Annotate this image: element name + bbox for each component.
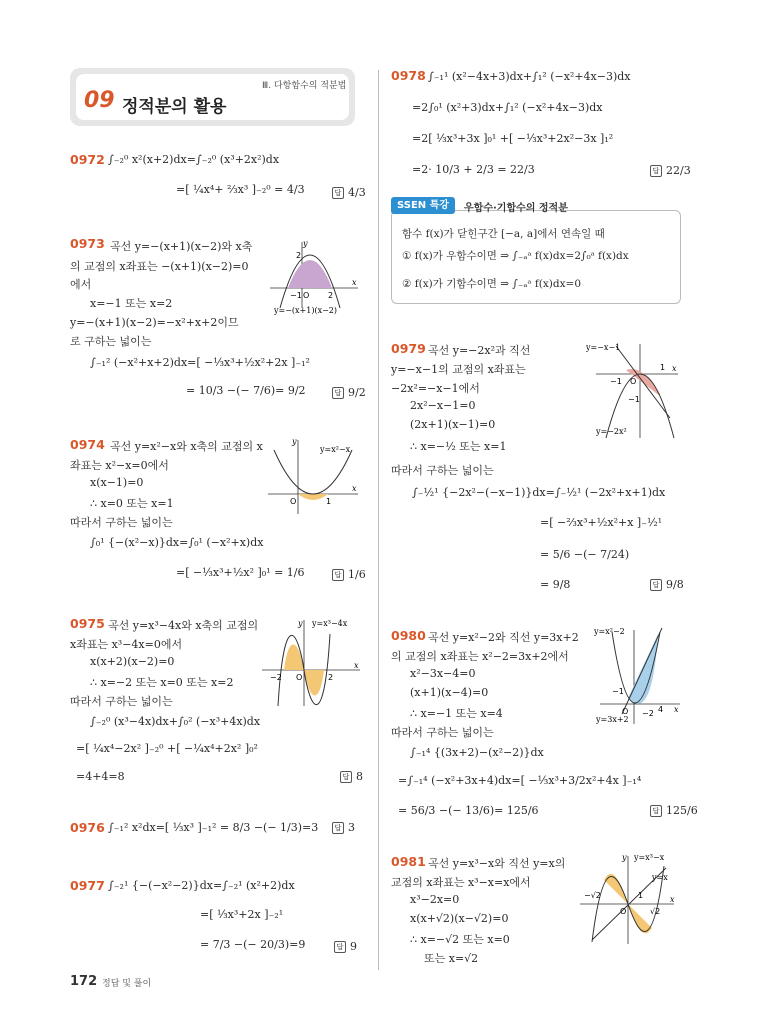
svg-text:−1: −1 xyxy=(612,687,624,696)
svg-text:x: x xyxy=(352,278,357,287)
solution-line: 교점의 x좌표는 x³−x=x에서 xyxy=(391,876,531,889)
graph-label: y=x³−4x xyxy=(312,619,348,628)
solution-line: 곡선 y=−(x+1)(x−2)와 x축 xyxy=(110,240,253,253)
solution-line: (x+1)(x−4)=0 xyxy=(410,686,489,699)
svg-text:1: 1 xyxy=(638,891,644,900)
svg-text:x: x xyxy=(354,661,359,670)
solution-line: = 9/8 xyxy=(540,578,571,591)
answer-mark: 답 xyxy=(340,771,352,783)
answer: 답 3 xyxy=(332,821,355,834)
solution-line: ∫₋½¹ {−2x²−(−x−1)}dx=∫₋½¹ (−2x²+x+1)dx xyxy=(412,486,666,499)
svg-text:O: O xyxy=(290,497,297,506)
svg-text:2: 2 xyxy=(296,251,302,260)
answer: 답 8 xyxy=(340,770,363,783)
svg-text:1: 1 xyxy=(660,363,666,372)
solution-line: 곡선 y=x²−x와 x축의 교점의 x xyxy=(110,440,263,453)
answer: 답 4/3 xyxy=(332,186,366,199)
solution-line: x²−3x−4=0 xyxy=(410,667,476,680)
solution-line: ∫₋₁² x²dx=[ ⅓x³ ]₋₁² = 8/3 −(− 1/3)=3 xyxy=(108,821,319,834)
svg-text:−√2: −√2 xyxy=(584,891,601,900)
solution-line: 곡선 y=x³−4x와 x축의 교점의 xyxy=(108,619,259,632)
solution-line: 에서 xyxy=(70,278,92,291)
solution-line: 의 교점의 x좌표는 x²−2=3x+2에서 xyxy=(391,650,569,663)
answer-mark: 답 xyxy=(334,941,346,953)
answer-mark: 답 xyxy=(332,569,344,581)
problem-number: 0975 xyxy=(70,616,105,631)
svg-text:O: O xyxy=(620,907,627,916)
solution-line: =2· 10/3 + 2/3 = 22/3 xyxy=(412,163,535,176)
solution-line: =[ ⅓x³+2x ]₋₂¹ xyxy=(200,908,284,921)
answer: 답 22/3 xyxy=(650,164,691,177)
solution-line: ∴ x=−√2 또는 x=0 xyxy=(410,933,510,946)
problem-number: 0977 xyxy=(70,878,105,893)
ssen-tag: SSEN 특강 xyxy=(391,197,455,214)
solution-line: y=−(x+1)(x−2)=−x²+x+2이므 xyxy=(70,316,239,329)
graph-label-b: y=x xyxy=(652,873,668,882)
solution-line: ∫₋₂⁰ (x³−4x)dx+∫₀² (−x³+4x)dx xyxy=(90,715,261,728)
svg-text:y: y xyxy=(303,239,308,248)
solution-line: x좌표는 x³−4x=0에서 xyxy=(70,638,183,651)
problem-number: 0972 xyxy=(70,152,105,167)
solution-line: −2x²=−x−1에서 xyxy=(391,382,480,395)
svg-text:O: O xyxy=(303,291,310,300)
column-divider xyxy=(378,70,379,970)
ssen-line: 함수 f(x)가 닫힌구간 [−a, a]에서 연속일 때 xyxy=(402,228,605,240)
svg-text:O: O xyxy=(622,707,629,716)
answer-mark: 답 xyxy=(650,579,662,591)
solution-line: ∴ x=0 또는 x=1 xyxy=(90,497,174,510)
svg-text:x: x xyxy=(674,705,679,714)
problem-number: 0978 xyxy=(391,68,426,83)
svg-text:4: 4 xyxy=(658,705,664,714)
svg-text:2: 2 xyxy=(328,291,334,300)
solution-line: =[ ¼x⁴+ ⅔x³ ]₋₂⁰ = 4/3 xyxy=(176,183,305,196)
problem-number: 0974 xyxy=(70,437,105,452)
solution-line: 2x²−x−1=0 xyxy=(410,399,476,412)
solution-line: 의 교점의 x좌표는 −(x+1)(x−2)=0 xyxy=(70,260,249,273)
solution-line: x(x+√2)(x−√2)=0 xyxy=(410,912,509,925)
solution-line: y=−x−1의 교점의 x좌표는 xyxy=(391,363,526,376)
page-number: 172 xyxy=(70,974,98,989)
svg-text:2: 2 xyxy=(328,673,334,682)
solution-line: = 56/3 −(− 13/6)= 125/6 xyxy=(398,804,539,817)
solution-line: = 5/6 −(− 7/24) xyxy=(540,548,630,561)
graph-label: y=−(x+1)(x−2) xyxy=(274,306,338,315)
answer: 답 9/8 xyxy=(650,578,684,591)
solution-line: ∫₋₁⁴ {(3x+2)−(x²−2)}dx xyxy=(410,746,544,759)
solution-line: 곡선 y=−2x²과 직선 xyxy=(428,344,531,357)
solution-line: 따라서 구하는 넓이는 xyxy=(391,726,494,739)
graph-0975 xyxy=(262,616,362,710)
graph-0979 xyxy=(586,338,682,442)
graph-0980 xyxy=(594,624,684,728)
answer: 답 125/6 xyxy=(650,804,698,817)
svg-text:x: x xyxy=(352,484,357,493)
solution-line: =[ −⅔x³+½x²+x ]₋½¹ xyxy=(540,516,663,529)
svg-text:x: x xyxy=(672,364,677,373)
graph-label-b: y=−2x² xyxy=(596,427,627,436)
graph-0973 xyxy=(270,238,360,316)
solution-line: 곡선 y=x³−x와 직선 y=x의 xyxy=(428,857,566,870)
solution-line: (2x+1)(x−1)=0 xyxy=(410,418,496,431)
svg-text:O: O xyxy=(630,377,637,386)
svg-text:y: y xyxy=(298,619,303,628)
problem-number: 0976 xyxy=(70,820,105,835)
solution-line: ∫₀¹ {−(x²−x)}dx=∫₀¹ (−x²+x)dx xyxy=(90,536,264,549)
footer-label: 정답 및 풀이 xyxy=(102,979,152,989)
solution-line: = 10/3 −(− 7/6)= 9/2 xyxy=(186,384,306,397)
graph-0981 xyxy=(578,852,678,948)
solution-line: ∴ x=−2 또는 x=0 또는 x=2 xyxy=(90,676,234,689)
problem-number: 0973 xyxy=(70,236,105,251)
ssen-title: 우함수·기함수의 정적분 xyxy=(464,203,568,214)
solution-line: ∫₋₂¹ {−(−x²−2)}dx=∫₋₂¹ (x²+2)dx xyxy=(108,879,295,892)
solution-line: x³−2x=0 xyxy=(410,893,460,906)
svg-text:x: x xyxy=(670,895,675,904)
solution-line: ∫₋₁² (−x²+x+2)dx=[ −⅓x³+½x²+2x ]₋₁² xyxy=(90,356,310,369)
graph-label: y=x²−x xyxy=(320,445,351,454)
ssen-line: ① f(x)가 우함수이면 ⇒ ∫₋ₐᵃ f(x)dx=2∫₀ᵃ f(x)dx xyxy=(402,250,629,262)
solution-line: =[ −⅓x³+½x² ]₀¹ = 1/6 xyxy=(176,566,305,579)
answer: 답 9 xyxy=(334,940,357,953)
answer: 답 9/2 xyxy=(332,386,366,399)
answer-mark: 답 xyxy=(332,387,344,399)
ssen-line: ② f(x)가 기함수이면 ⇒ ∫₋ₐᵃ f(x)dx=0 xyxy=(402,278,581,290)
solution-line: ∫₋₁¹ (x²−4x+3)dx+∫₁² (−x²+4x−3)dx xyxy=(428,70,631,83)
answer-mark: 답 xyxy=(650,805,662,817)
svg-text:−1: −1 xyxy=(290,291,302,300)
solution-line: 따라서 구하는 넓이는 xyxy=(70,516,173,529)
solution-line: ∴ x=−½ 또는 x=1 xyxy=(410,440,507,453)
svg-text:−2: −2 xyxy=(270,673,282,682)
solution-line: x(x−1)=0 xyxy=(90,476,144,489)
graph-label-a: y=x³−x xyxy=(634,853,665,862)
solution-line: 또는 x=√2 xyxy=(424,952,479,965)
answer-mark: 답 xyxy=(332,187,344,199)
svg-text:−1: −1 xyxy=(610,377,622,386)
solution-line: =4+4=8 xyxy=(76,770,125,783)
solution-line: =2[ ⅓x³+3x ]₀¹ +[ −⅓x³+2x²−3x ]₁² xyxy=(412,132,614,145)
answer: 답 1/6 xyxy=(332,568,366,581)
solution-line: x=−1 또는 x=2 xyxy=(90,297,173,310)
svg-text:−1: −1 xyxy=(628,395,640,404)
graph-0974 xyxy=(268,436,360,518)
solution-line: = 7/3 −(− 20/3)=9 xyxy=(200,938,306,951)
solution-line: ∴ x=−1 또는 x=4 xyxy=(410,707,503,720)
chapter-number: 09 xyxy=(84,88,115,113)
solution-line: =∫₋₁⁴ (−x²+3x+4)dx=[ −⅓x³+3/2x²+4x ]₋₁⁴ xyxy=(398,774,642,787)
answer-mark: 답 xyxy=(650,165,662,177)
svg-text:−2: −2 xyxy=(642,709,654,718)
problem-number: 0981 xyxy=(391,854,426,869)
solution-line: 로 구하는 넓이는 xyxy=(70,335,152,348)
solution-line: 따라서 구하는 넓이는 xyxy=(70,695,173,708)
solution-line: 좌표는 x²−x=0에서 xyxy=(70,459,169,472)
graph-label-b: y=3x+2 xyxy=(596,715,629,724)
svg-text:√2: √2 xyxy=(650,907,661,916)
solution-line: =[ ¼x⁴−2x² ]₋₂⁰ +[ −¼x⁴+2x² ]₀² xyxy=(76,742,258,755)
svg-text:1: 1 xyxy=(326,497,332,506)
solution-line: 곡선 y=x²−2와 직선 y=3x+2 xyxy=(428,631,579,644)
problem-number: 0980 xyxy=(391,628,426,643)
graph-label-a: y=−x−1 xyxy=(586,343,621,352)
solution-line: 따라서 구하는 넓이는 xyxy=(391,464,494,477)
svg-text:y: y xyxy=(622,853,627,862)
unit-label: Ⅲ. 다항함수의 적분법 xyxy=(262,81,347,91)
problem-number: 0979 xyxy=(391,341,426,356)
svg-text:O: O xyxy=(296,673,303,682)
answer-mark: 답 xyxy=(332,822,344,834)
svg-text:y: y xyxy=(292,437,297,446)
solution-line: =2∫₀¹ (x²+3)dx+∫₁² (−x²+4x−3)dx xyxy=(412,101,603,114)
solution-line: ∫₋₂⁰ x²(x+2)dx=∫₋₂⁰ (x³+2x²)dx xyxy=(108,153,280,166)
solution-line: x(x+2)(x−2)=0 xyxy=(90,655,175,668)
graph-label-a: y=x²−2 xyxy=(594,627,625,636)
chapter-title: 정적분의 활용 xyxy=(122,97,227,117)
